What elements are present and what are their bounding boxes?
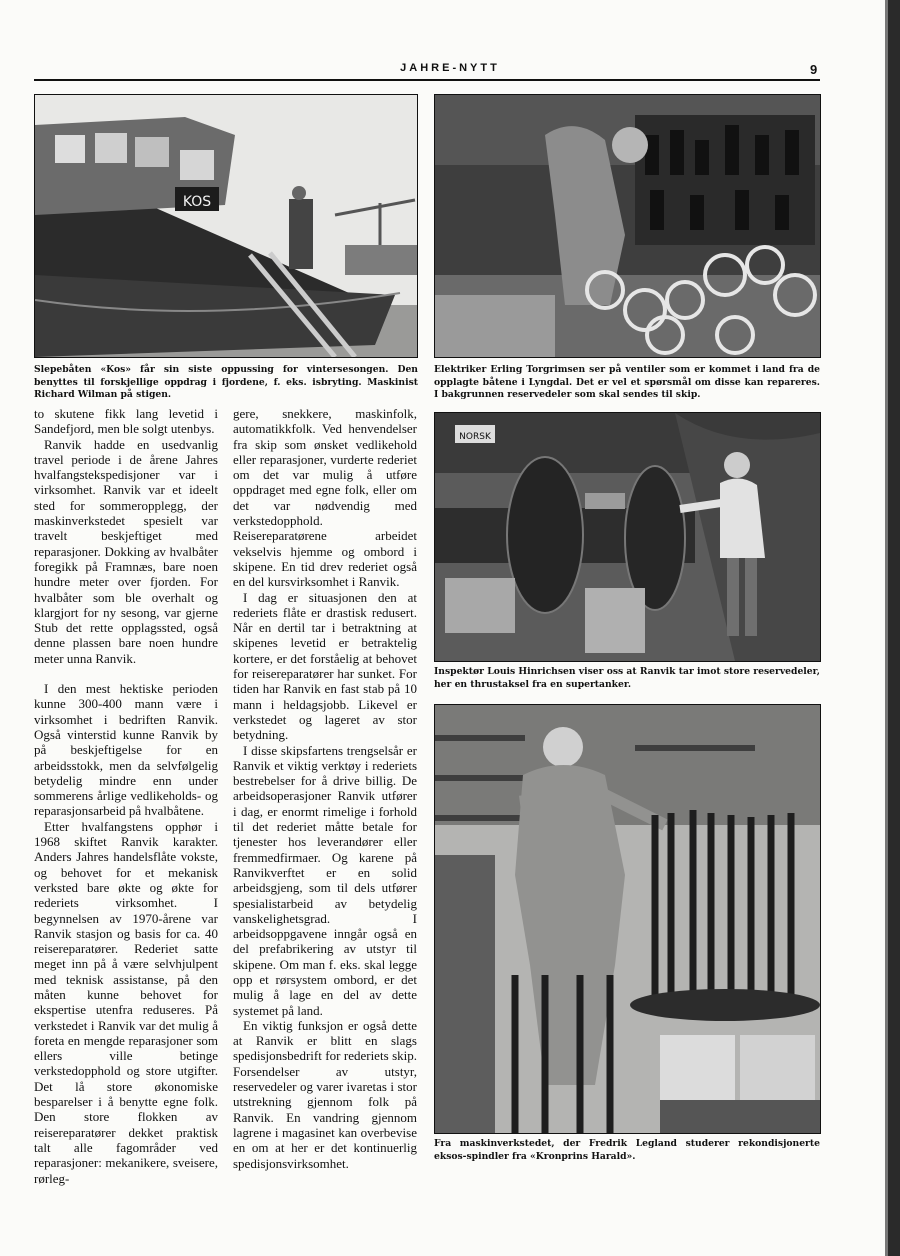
photo-valves (434, 94, 821, 358)
page-edge-shadow (888, 0, 900, 1256)
header-rule (34, 79, 820, 81)
caption-valves: Elektriker Erling Torgrimsen ser på ventiler som er kommet i land fra de opplagte båtene i Lyngdal. Det er vel et spørsmål om disse kan repareres. I bakgrunnen reservedeler som skal sendes til skip. (434, 364, 820, 401)
paragraph: Etter hvalfangstens opphør i 1968 skiftet Ranvik karakter. Anders Jahres handelsflåte vokste, og behovet for et mekanisk verksted bare økte og økte for rederiets virksomhet. I begynnelsen av 1970-årene var Ranvik stasjon og basis for ca. 40 reisereparatører. Rederiet satte meget inn på å være selvhjulpent med teknisk assistanse, på den måten kunne behovet for ekspertise utenfra reduseres. På verkstedet i Ranvik var det mulig å foreta en mengde reparasjoner som ellers ville betinge verkstedopphold og store utgifter. Det lå store økonomiske besparelser i å benytte egne folk. Den store flokken av reisereparatører dekket praktisk talt alle fagområder ved reparasjoner: mekanikere, sveisere, rørleg- (34, 818, 218, 1186)
crate-label: NORSK (459, 432, 491, 442)
paragraph: gere, snekkere, maskinfolk, automatikkfolk. Ved henvendelser fra skip som ønsket vedlikehold eller reparasjoner, vurderte rederiet om det var mulig å utføre oppdraget med egne folk, eller om det var nødvendig med verkstedopphold. Reisereparatørene arbeidet vekselvis hjemme og ombord i skipene. En tid drev rederiet også en del kursvirksomhet i Ranvik. (233, 406, 417, 590)
article-column-2 (233, 406, 417, 1171)
paragraph: I den mest hektiske perioden kunne 300-400 mann være i virksomhet i bedriften Ranvik. Også vinterstid kunne Ranvik by på beskjeftigelse for en arbeidsstokk, men da selvfølgelig betydelig mindre enn under sommerens årlige vedlikeholds- og reparasjonsarbeid på hvalbåtene. (34, 681, 218, 819)
caption-tugboat: Slepebåten «Kos» får sin siste oppussing for vintersesongen. Den benyttes til forskjellige oppdrag i fjordene, f. eks. isbryting. Maskinist Richard Wilman på stigen. (34, 364, 418, 401)
hull-letters: KOS (182, 194, 212, 210)
caption-exhaust-spindles: Fra maskinverkstedet, der Fredrik Legland studerer rekondisjonerte eksos-spindler fra «Kronprins Harald». (434, 1138, 820, 1162)
caption-thrust-shaft: Inspektør Louis Hinrichsen viser oss at Ranvik tar imot store reservedeler, her en thrustaksel fra en supertanker. (434, 666, 820, 690)
photo-exhaust-spindles (434, 704, 821, 1134)
paragraph: En viktig funksjon er også dette at Ranvik er blitt en slags spedisjonsbedrift for rederiets skip. Forsendelser av utstyr, reservedeler og varer ivaretas i stor utstrekning gjennom folk på Ranvik. En vandring gjennom lagrene i magasinet kan overbevise en om at her er det kontinuerlig spedisjonsvirksomhet. (233, 1017, 417, 1171)
paragraph: I dag er situasjonen den at rederiets flåte er drastisk redusert. Når en dertil tar i betraktning at skipenes levetid er betraktelig kortere, er det forståelig at behovet for reisereparatører har sunket. For tiden har Ranvik en fast stab på 10 mann i heldagsjobb. Likevel er verkstedet og lageret av stor betydning. (233, 589, 417, 743)
magazine-title: JAHRE-NYTT (400, 62, 500, 74)
photo-thrust-shaft (434, 412, 821, 662)
article-column-1 (34, 406, 218, 1186)
page-number: 9 (810, 62, 818, 77)
paragraph: I disse skipsfartens trengselsår er Ranvik et viktig verktøy i rederiets bestrebelser for å drive billig. De arbeidsoperasjoner Ranvik utfører i dag, er enormt rimelige i forhold til det rederiet måtte betale for tjenester hos leverandører eller fremmedfirmaer. Og karene på Ranvikverftet er en solid arbeidsgjeng, som til dels utfører spesialistarbeid av betydelig vanskelighetsgrad. I arbeidsoppgavene inngår også en del prefabrikering av utstyr til skipene. Om man f. eks. skal legge opp et rørsystem ombord, er det mulig å lage en del av dette systemet på land. (233, 742, 417, 1018)
paragraph: to skutene fikk lang levetid i Sandefjord, men ble solgt utenbys. (34, 406, 218, 437)
page-edge-line (885, 0, 888, 1256)
photo-tugboat (34, 94, 418, 358)
paragraph: Ranvik hadde en usedvanlig travel periode i de årene Jahres hvalfangstekspedisjoner var i virksomhet. Ranvik var et ideelt sted for sommeropplegg, der maskinverkstedet spesielt var travelt beskjeftiget med reparasjoner. Dokking av hvalbåter foregikk på Framnæs, bare noen hundre meter over fjorden. For hvalbåter som ble overhalt og klargjort for ny sesong, var gjerne Stub det rette opplagssted, også denne plassen bare noen hundre meter unna Ranvik. (34, 436, 218, 666)
